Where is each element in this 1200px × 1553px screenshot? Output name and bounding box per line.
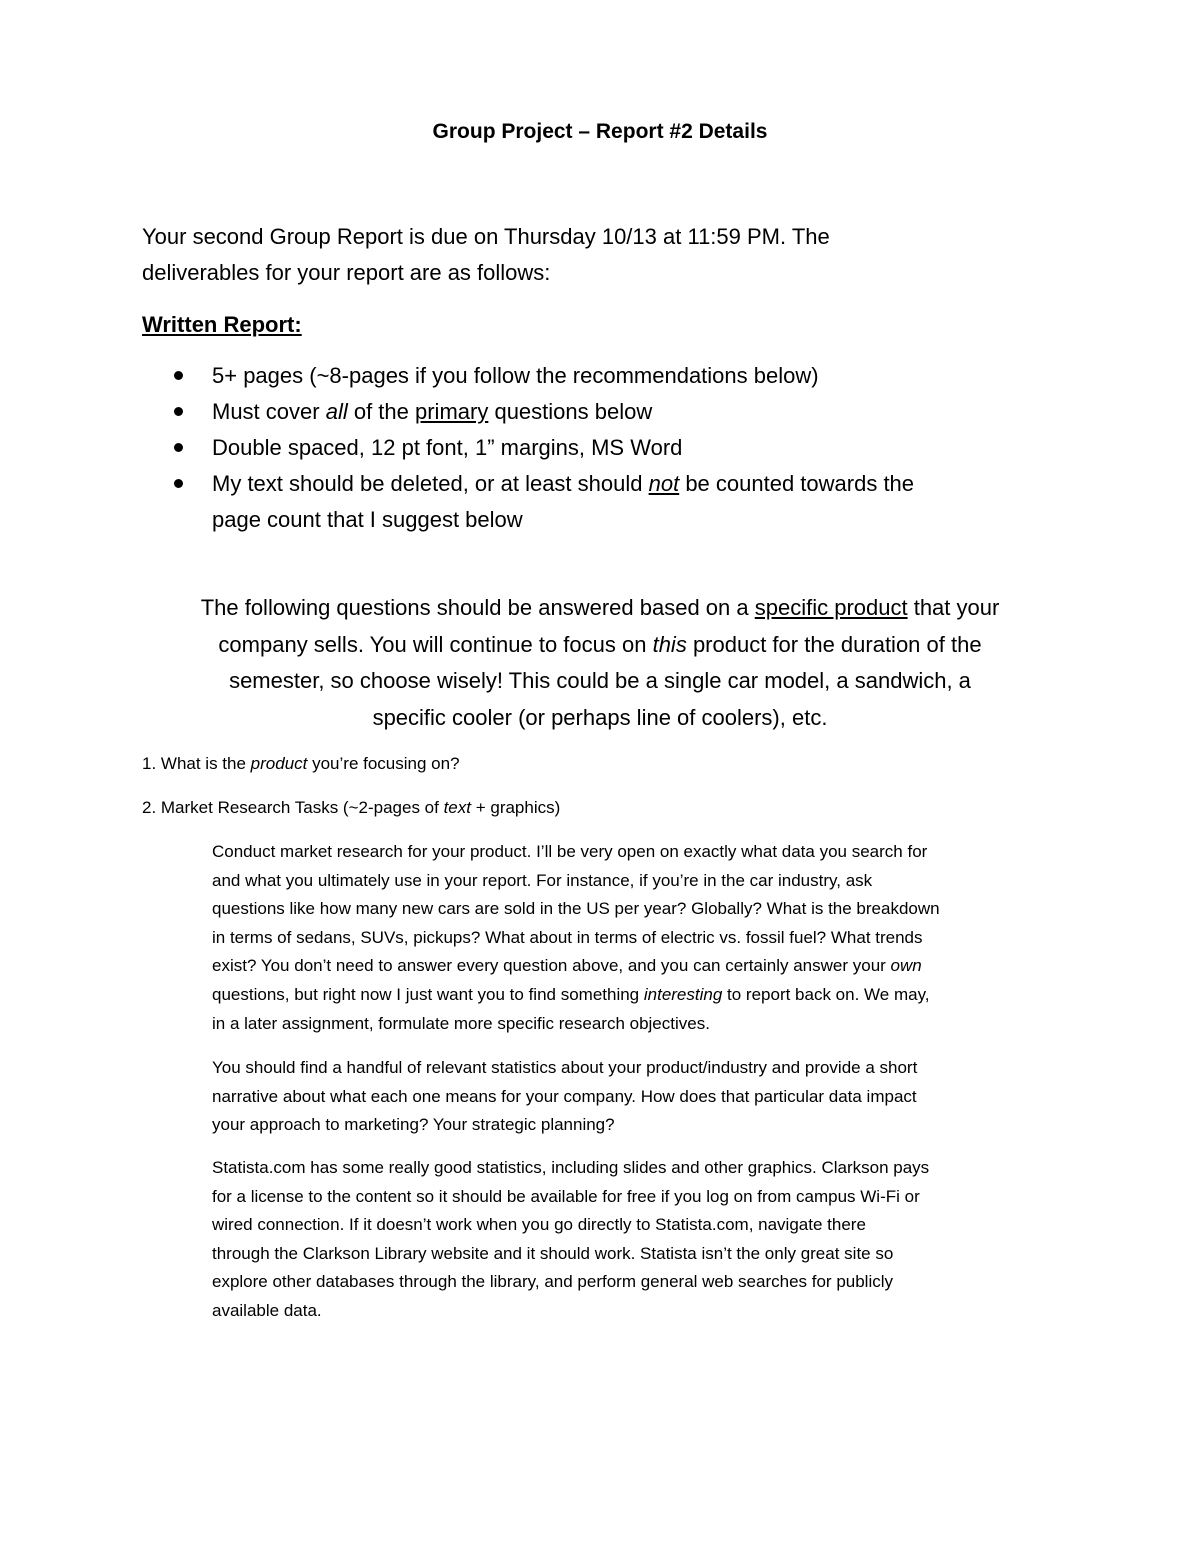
paragraph-line: in terms of sedans, SUVs, pickups? What about in terms of electric vs. fossil fuel? What trends (212, 927, 923, 947)
paragraph-line: You should find a handful of relevant statistics about your product/industry and provide a short (212, 1058, 918, 1077)
statistics-paragraph (212, 1054, 1072, 1140)
intro-paragraph (142, 219, 1002, 291)
paragraph-line: and what you ultimately use in your report. For instance, if you’re in the car industry, ask (212, 870, 873, 890)
underlined-text: specific product (754, 595, 908, 620)
document-title: Group Project – Report #2 Details (432, 120, 768, 143)
paragraph-line: semester, so choose wisely! This could be a single car model, a sandwich, a (229, 668, 971, 693)
list-item: Must cover all of the primary questions below (142, 394, 1042, 430)
emphasis-text: all (325, 399, 348, 424)
question-1: 1. What is the product you’re focusing on? (142, 754, 460, 773)
emphasis-text: product (250, 754, 308, 773)
paragraph-line: Statista.com has some really good statistics, including slides and other graphics. Clarkson pays (212, 1158, 930, 1177)
bullet-icon (174, 443, 183, 452)
paragraph-line: questions, but right now I just want you to find something interesting to report back on. We may, (212, 984, 930, 1004)
paragraph-line: available data. (212, 1300, 322, 1320)
list-item: Double spaced, 12 pt font, 1” margins, MS Word (142, 430, 1042, 466)
paragraph-line: for a license to the content so it should be available for free if you log on from campus Wi-Fi or (212, 1186, 920, 1206)
paragraph-line: wired connection. If it doesn’t work when you go directly to Statista.com, navigate there (212, 1215, 866, 1235)
emphasis-text: not (648, 471, 680, 496)
emphasis-text: text (443, 798, 471, 817)
question-2: 2. Market Research Tasks (~2-pages of text + graphics) (142, 798, 561, 817)
intro-line: Your second Group Report is due on Thursday 10/13 at 11:59 PM. The (142, 224, 830, 249)
product-paragraph (130, 590, 1070, 736)
research-paragraph (212, 838, 1072, 1038)
bullet-icon (174, 479, 183, 488)
paragraph-line: company sells. You will continue to focus on this product for the duration of the (218, 631, 982, 657)
paragraph-line: exist? You don’t need to answer every question above, and you can certainly answer your own (212, 956, 922, 976)
paragraph-line: through the Clarkson Library website and it should work. Statista isn’t the only great site so (212, 1243, 894, 1263)
emphasis-text: own (890, 956, 922, 976)
paragraph-line: Conduct market research for your product. I’ll be very open on exactly what data you search for (212, 842, 928, 861)
emphasis-text: interesting (643, 984, 723, 1004)
statista-paragraph (212, 1154, 1072, 1326)
written-report-heading: Written Report: (142, 312, 302, 337)
bullet-icon (174, 371, 183, 380)
paragraph-line: questions like how many new cars are sold in the US per year? Globally? What is the breakdown (212, 899, 940, 919)
list-item: My text should be deleted, or at least should not be counted towards the page count that I suggest below (142, 466, 1042, 538)
list-item: 5+ pages (~8-pages if you follow the recommendations below) (142, 358, 1042, 394)
underlined-text: primary (415, 399, 489, 424)
paragraph-line: explore other databases through the library, and perform general web searches for publicly (212, 1272, 894, 1292)
paragraph-line: specific cooler (or perhaps line of coolers), etc. (372, 704, 828, 730)
emphasis-text: this (652, 631, 687, 657)
paragraph-line: your approach to marketing? Your strategic planning? (212, 1115, 615, 1135)
bullet-icon (174, 407, 183, 416)
written-report-list (142, 358, 1042, 538)
paragraph-line: in a later assignment, formulate more specific research objectives. (212, 1013, 710, 1033)
paragraph-line: narrative about what each one means for your company. How does that particular data impact (212, 1086, 917, 1106)
paragraph-line: The following questions should be answered based on a specific product that your (200, 595, 1000, 620)
intro-line: deliverables for your report are as follows: (142, 260, 551, 285)
